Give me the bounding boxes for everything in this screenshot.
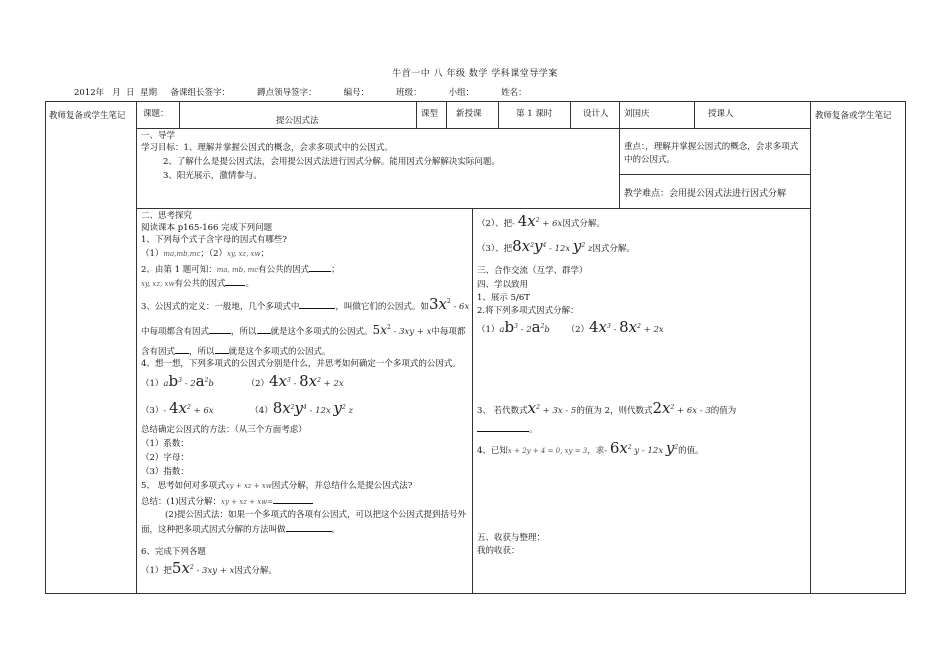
question-2b: xy, xz, xw有公共的因式 。 — [141, 276, 254, 290]
notes-label-right: 教师复备或学生笔记 — [815, 111, 892, 121]
question-4-row1: $(1)ab^3 - 2a^2b$ $(2)4x^3 - 8x^2 + 2x$ — [141, 372, 344, 390]
section-4-heading: 四、学以致用 — [477, 280, 529, 290]
show-task: 1、展示 5/6T — [477, 293, 530, 303]
page-title: 牛首一中 八 年级 数学 学科课堂导学案 — [392, 69, 558, 79]
question-3-line2: 中每项都含有因式 ，所以 就是这个多项式的公因式。$5x^2 - 3xy + x$中每项都 — [141, 323, 466, 337]
section-5-heading: 五、收获与整理： — [477, 533, 546, 543]
exercise-value-4: 4、已知x + 2y + 4 = 0, xy = 3，求- $6x^2$ y - 12x $y^2$的值。 — [477, 439, 704, 457]
teacher-label: 授课人 — [708, 109, 734, 119]
factor-problems: $(1)ab^3 - 2a^2b$ $(2)4x^3 - 8x^2 + 2x$ — [477, 318, 664, 336]
summary-method: 总结确定公因式的方法：（从三个方面考虑） — [141, 425, 307, 435]
exercise-2: （2）、把- $4x^2 + 6x$因式分解。 — [477, 212, 605, 230]
question-1-items: （1）ma,mb,mc；（2）xy, xz, xw； — [141, 249, 270, 259]
learning-goal-1: 学习目标：1、理解并掌握公因式的概念，会求多项式中的公因式。 — [141, 143, 393, 153]
summary-letters: （2）字母： — [141, 453, 189, 463]
question-6-1: （1）把$5x^2 - 3xy + x$因式分解。 — [141, 559, 277, 577]
exercise-3: （3）、把$8x^2y^4 - 12x$ $y^2$ z因式分解。 — [477, 237, 635, 255]
topic-value: 提公因式法 — [276, 116, 319, 126]
section-3-heading: 三、合作交流（互学、群学） — [477, 266, 588, 276]
notes-label-left: 教师复备或学生笔记 — [49, 111, 126, 121]
type-label: 课型 — [421, 109, 439, 119]
question-6: 6、完成下列各题 — [141, 547, 206, 557]
factoring-definition: (2)提公因式法：如果一个多项式的各项有公因式，可以把这个公因式提到括号外面，这种把多项式因式分解的方法叫做 。 — [141, 510, 467, 535]
topic-label: 课题： — [143, 109, 169, 119]
info-line: 2012年 月 日 星期 备课组长签字： 蹲点领导签字： 编号： 班级： 小组： 姓名： — [74, 88, 527, 98]
question-1: 1、下列每个式子含字母的因式有哪些? — [141, 235, 287, 245]
teaching-difficulty: 教学难点：会用提公因式法进行因式分解 — [624, 189, 787, 199]
question-4-row2: （3）- $4x^2 + 6x$ $(4)8x^2y^4 - 12x$ $y^2$ z — [141, 399, 353, 417]
type-value: 新授课 — [456, 109, 482, 119]
reading-instruction: 阅读课本 p165-166 完成下列问题 — [141, 223, 273, 233]
summary-coefficient: （1）系数： — [141, 439, 189, 449]
question-3-line1: 3、公因式的定义：一般地，几个多项式中 ，叫做它们的公因式。如$3x^2 - 6x$ — [141, 295, 470, 313]
question-5-summary: 总结：(1)因式分解：xy + xz + xw= — [141, 494, 313, 508]
key-point: 重点：，理解并掌握公因式的概念，会求多项式中的公因式。 — [624, 142, 799, 165]
section-2-heading: 二、思考探究 — [141, 211, 193, 221]
factor-instruction: 2.将下列多项式因式分解： — [477, 306, 579, 316]
learning-goal-3: 3、阳光展示，激情参与。 — [163, 171, 262, 181]
question-4: 4、想一想，下列多项式的公因式分别是什么，并思考如何确定一个多项式的公因式。 — [141, 359, 461, 369]
question-3-line3: 含有因式 ，所以 就是这个多项式的公因式。 — [141, 344, 331, 358]
my-gain: 我的收获： — [477, 546, 520, 556]
question-2: 2、由第 1 题可知：ma, mb, mc有公共的因式 ； — [141, 262, 340, 276]
answer-blank-3: 。 — [477, 422, 538, 436]
period-value: 第 1 课时 — [516, 109, 553, 119]
learning-goal-2: 2、了解什么是提公因式法，会用提公因式法进行因式分解。能用因式分解解决实际问题。 — [163, 157, 500, 167]
exercise-value-3: 3、 若代数式$x^2 + 3x - 5$的值为 2，则代数式$2x^2 + 6x - 3$的值为 — [477, 399, 737, 417]
designer-name: 刘国庆 — [624, 109, 650, 119]
guide-heading: 一、导学 — [141, 131, 176, 141]
question-5: 5、 思考如何对多项式xy + xz + xw因式分解，并总结什么是提公因式法? — [141, 481, 413, 491]
summary-exponent: （3）指数： — [141, 467, 189, 477]
designer-label: 设计人 — [583, 109, 609, 119]
